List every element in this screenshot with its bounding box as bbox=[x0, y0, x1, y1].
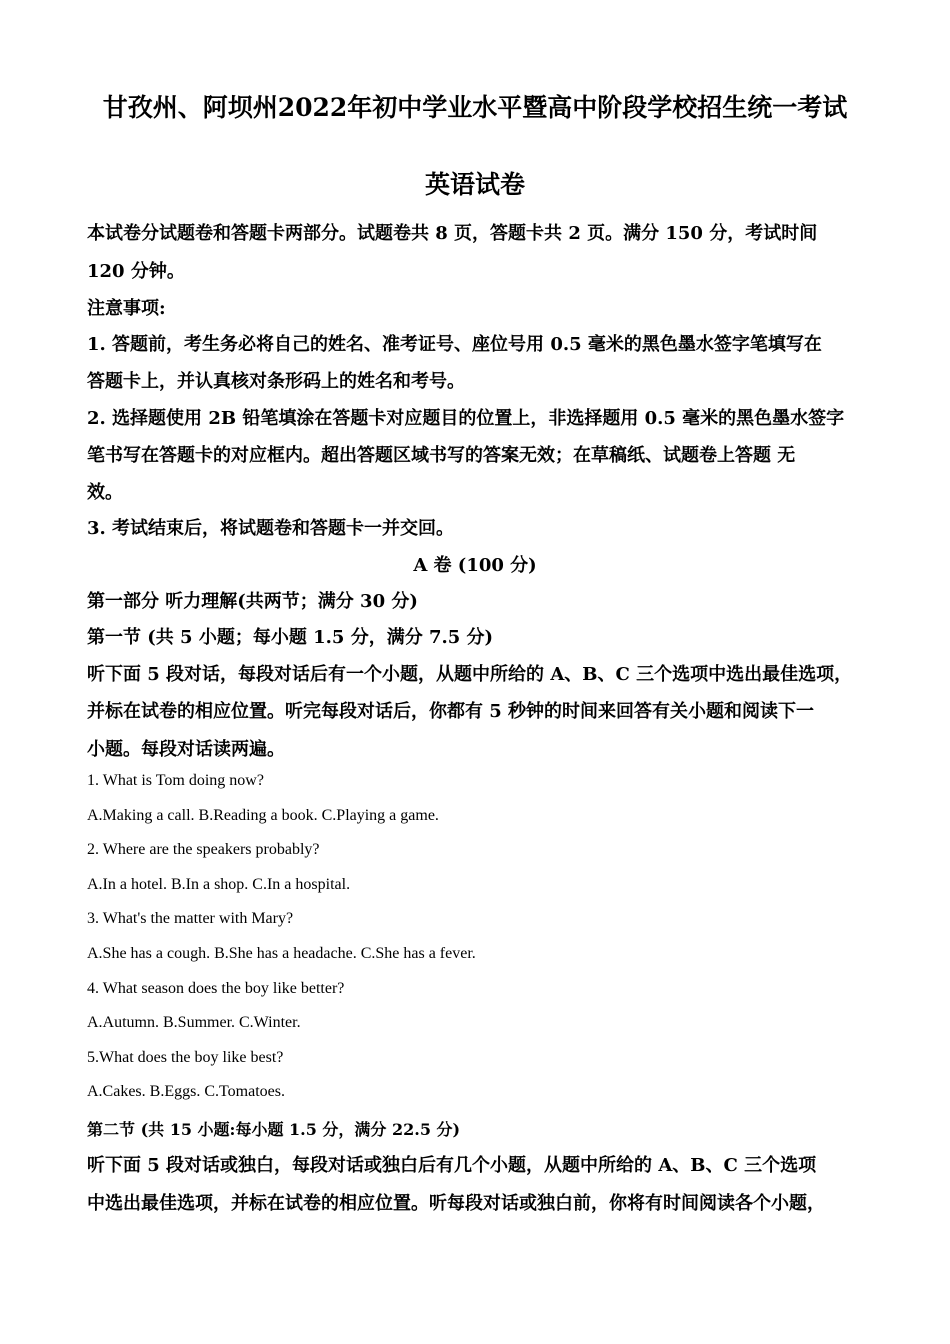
part-1-heading: 第一部分 听力理解(共两节；满分 30 分) bbox=[87, 591, 418, 612]
section-1-instruction: 听下面 5 段对话，每段对话后有一个小题，从题中所给的 A、B、C 三个选项中选出最佳选项， bbox=[87, 664, 853, 685]
section-1-instruction: 并标在试卷的相应位置。听完每段对话后，你都有 5 秒钟的时间来回答有关小题和阅读下一 bbox=[87, 701, 815, 722]
intro-line-2: 120 分钟。 bbox=[87, 261, 185, 282]
notice-line: 答题卡上，并认真核对条形码上的姓名和考号。 bbox=[87, 371, 465, 392]
notice-line: 效。 bbox=[87, 482, 123, 503]
notice-line: 笔书写在答题卡的对应框内。超出答题区域书写的答案无效；在草稿纸、试题卷上答题 无 bbox=[87, 445, 796, 466]
section-2-instruction: 中选出最佳选项，并标在试卷的相应位置。听每段对话或独白前，你将有时间阅读各个小题， bbox=[87, 1193, 825, 1214]
exam-title: 甘孜州、阿坝州2022年初中学业水平暨高中阶段学校招生统一考试 bbox=[102, 93, 848, 122]
question-3-options: A.She has a cough. B.She has a headache. C.She has a fever. bbox=[87, 945, 476, 962]
question-4-options: A.Autumn. B.Summer. C.Winter. bbox=[87, 1014, 301, 1031]
intro-line-1: 本试卷分试题卷和答题卡两部分。试题卷共 8 页，答题卡共 2 页。满分 150 分，考试时间 bbox=[87, 223, 818, 244]
section-1-instruction: 小题。每段对话读两遍。 bbox=[87, 739, 285, 760]
section-2-instruction: 听下面 5 段对话或独白，每段对话或独白后有几个小题，从题中所给的 A、B、C 三个选项 bbox=[87, 1155, 817, 1176]
notice-heading: 注意事项: bbox=[87, 298, 166, 319]
exam-subject-title: 英语试卷 bbox=[424, 170, 525, 199]
section-a-title: A 卷 (100 分) bbox=[413, 555, 537, 576]
notice-line: 2. 选择题使用 2B 铅笔填涂在答题卡对应题目的位置上，非选择题用 0.5 毫米的黑色墨水签字 bbox=[87, 408, 845, 429]
question-2-options: A.In a hotel. B.In a shop. C.In a hospital. bbox=[87, 876, 351, 893]
question-5: 5.What does the boy like best? bbox=[87, 1049, 284, 1066]
question-2: 2. Where are the speakers probably? bbox=[87, 841, 320, 858]
question-5-options: A.Cakes. B.Eggs. C.Tomatoes. bbox=[87, 1083, 285, 1100]
question-1-options: A.Making a call. B.Reading a book. C.Playing a game. bbox=[87, 807, 439, 824]
question-1: 1. What is Tom doing now? bbox=[87, 772, 264, 789]
notice-line: 1. 答题前，考生务必将自己的姓名、准考证号、座位号用 0.5 毫米的黑色墨水签字笔填写在 bbox=[87, 334, 822, 355]
section-1-heading: 第一节 (共 5 小题；每小题 1.5 分，满分 7.5 分) bbox=[87, 627, 494, 648]
notice-line: 3. 考试结束后，将试题卷和答题卡一并交回。 bbox=[87, 518, 455, 539]
question-3: 3. What's the matter with Mary? bbox=[87, 910, 294, 927]
question-4: 4. What season does the boy like better? bbox=[87, 980, 345, 997]
section-2-heading: 第二节 (共 15 小题:每小题 1.5 分，满分 22.5 分) bbox=[87, 1120, 461, 1139]
